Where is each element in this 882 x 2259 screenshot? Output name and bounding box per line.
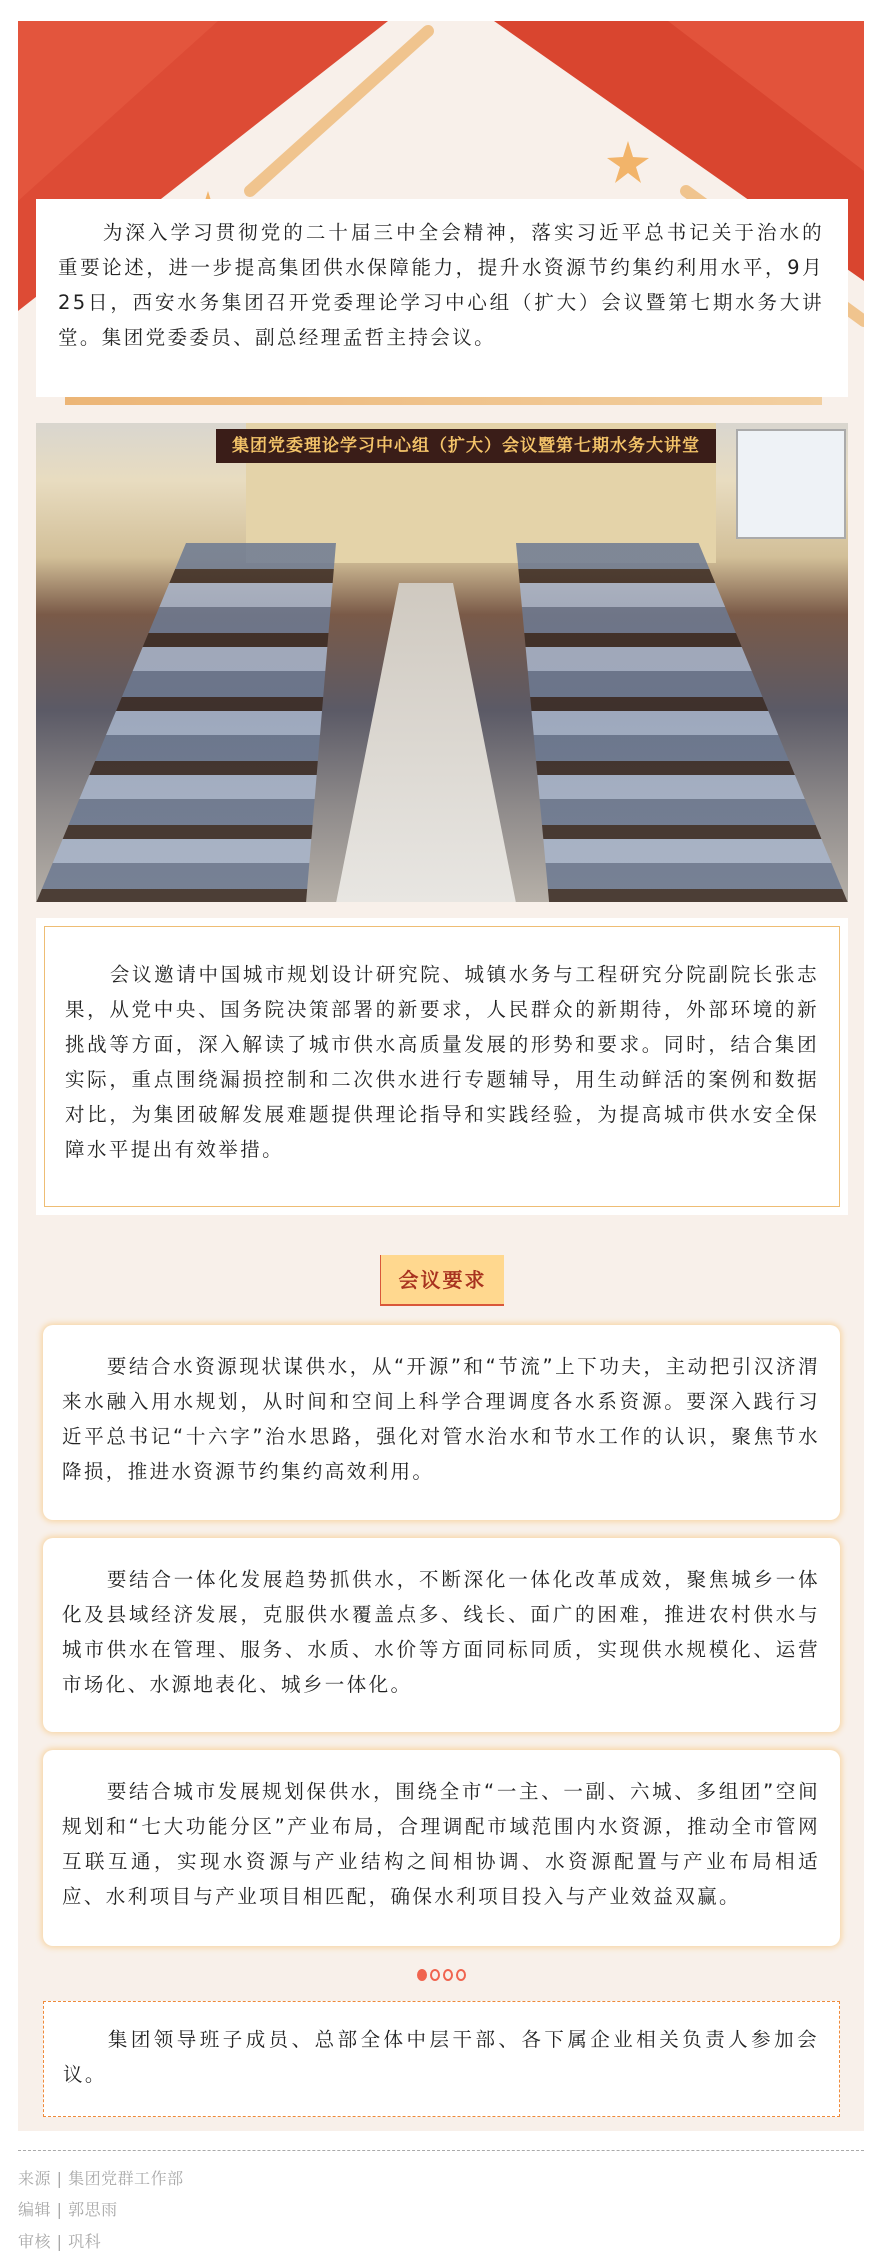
star-icon bbox=[607, 141, 649, 183]
requirement-text: 要结合水资源现状谋供水，从“开源”和“节流”上下功夫，主动把引汉济渭来水融入用水规划，从时间和空间上科学合理调度各水系资源。要深入践行习近平总书记“十六字”治水思路，强化对管水治水和节水工作的认识，聚焦节水降损，推进水资源节约集约高效利用。 bbox=[62, 1355, 820, 1483]
lecture-paragraph: 会议邀请中国城市规划设计研究院、城镇水务与工程研究分院副院长张志果，从党中央、国务院决策部署的新要求，人民群众的新期待，外部环境的新挑战等方面，深入解读了城市供水高质量发展的形势和要求。同时，结合集团实际，重点围绕漏损控制和二次供水进行专题辅导，用生动鲜活的案例和数据对比，为集团破解发展难题提供理论指导和实践经验，为提高城市供水安全保障水平提出有效举措。 bbox=[65, 963, 819, 1161]
carousel-pagination[interactable] bbox=[417, 1969, 466, 1981]
requirement-text: 要结合城市发展规划保供水，围绕全市“一主、一副、六城、多组团”空间规划和“七大功能分区”产业布局，合理调配市域范围内水资源，推动全市管网互联互通，实现水资源与产业结构之间相协调、水资源配置与产业布局相适应、水利项目与产业项目相匹配，确保水利项目投入与产业效益双赢。 bbox=[62, 1780, 820, 1908]
section-title: 会议要求 bbox=[380, 1255, 504, 1306]
intro-box bbox=[36, 199, 848, 397]
footer-reviewer: 审核 | 巩科 bbox=[18, 2232, 102, 2251]
attendees-box bbox=[43, 2001, 840, 2117]
requirement-card-1 bbox=[43, 1325, 840, 1520]
pagination-dot[interactable] bbox=[430, 1969, 440, 1981]
footer-divider bbox=[18, 2150, 864, 2151]
photo-banner-text: 集团党委理论学习中心组（扩大）会议暨第七期水务大讲堂 bbox=[216, 429, 716, 463]
pagination-dot-active[interactable] bbox=[417, 1969, 427, 1981]
footer-source: 来源 | 集团党群工作部 bbox=[18, 2169, 184, 2188]
projector-screen bbox=[736, 429, 846, 539]
requirement-card-2 bbox=[43, 1538, 840, 1732]
requirement-text: 要结合一体化发展趋势抓供水，不断深化一体化改革成效，聚焦城乡一体化及县域经济发展，克服供水覆盖点多、线长、面广的困难，推进农村供水与城市供水在管理、服务、水质、水价等方面同标同质，实现供水规模化、运营市场化、水源地表化、城乡一体化。 bbox=[62, 1568, 820, 1696]
footer-editor: 编辑 | 郭思雨 bbox=[18, 2200, 118, 2219]
requirement-card-3 bbox=[43, 1750, 840, 1946]
attendees-paragraph: 集团领导班子成员、总部全体中层干部、各下属企业相关负责人参加会议。 bbox=[63, 2028, 819, 2086]
lecture-box bbox=[36, 918, 848, 1215]
meeting-photo bbox=[36, 423, 848, 902]
intro-paragraph: 为深入学习贯彻党的二十届三中全会精神，落实习近平总书记关于治水的重要论述，进一步提高集团供水保障能力，提升水资源节约集约利用水平，9月25日，西安水务集团召开党委理论学习中心组（扩大）会议暨第七期水务大讲堂。集团党委委员、副总经理孟哲主持会议。 bbox=[58, 221, 824, 349]
decorative-bar bbox=[65, 397, 822, 405]
pagination-dot[interactable] bbox=[443, 1969, 453, 1981]
pagination-dot[interactable] bbox=[456, 1969, 466, 1981]
